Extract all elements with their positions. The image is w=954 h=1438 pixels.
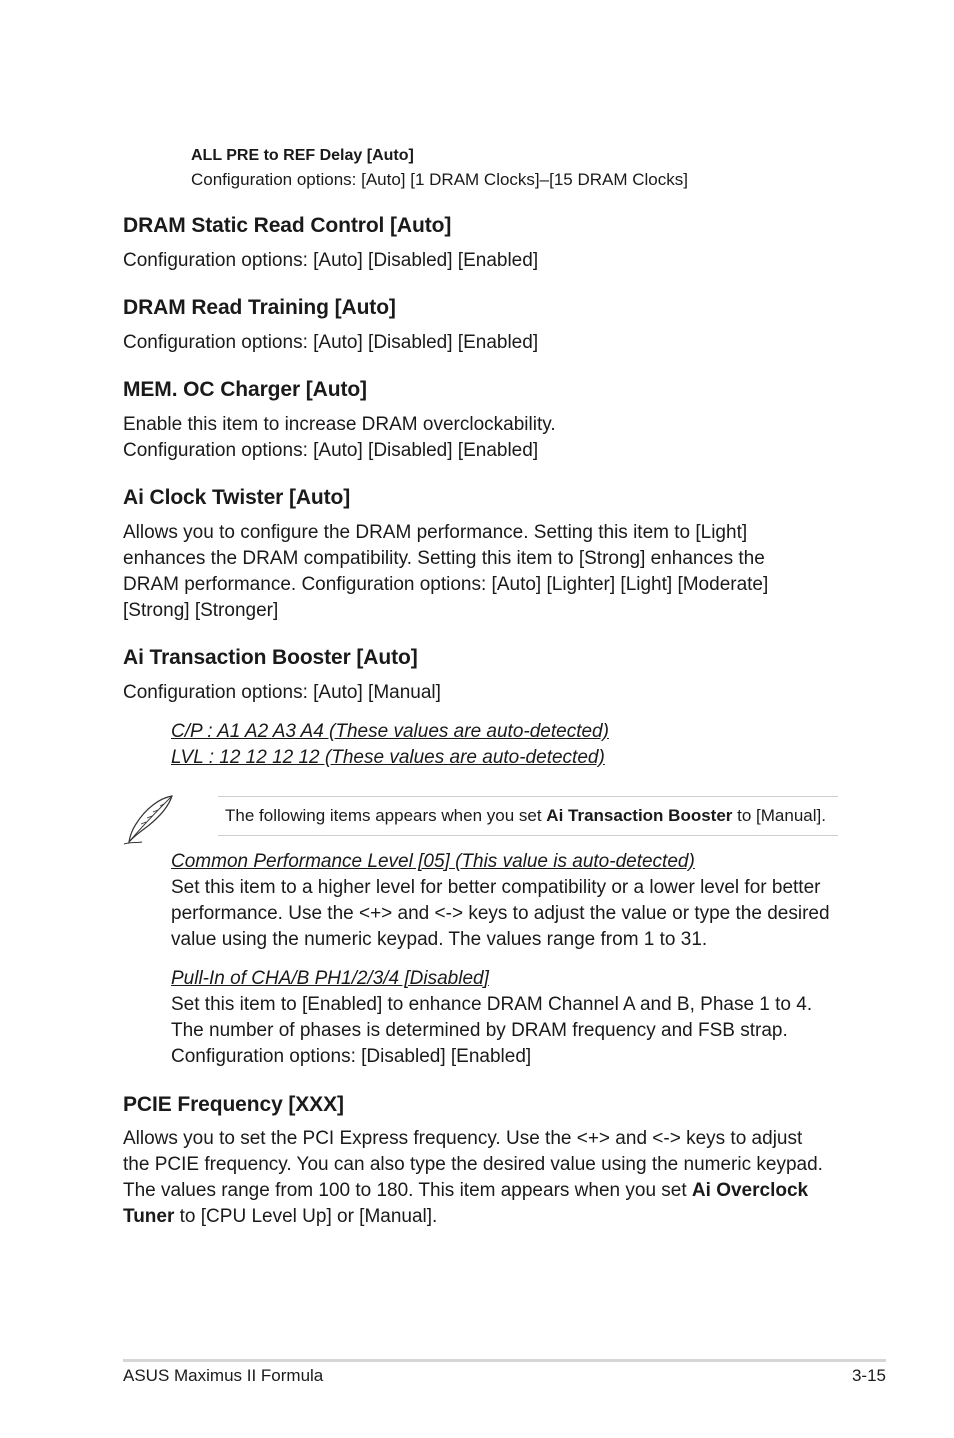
sub-item-title: ALL PRE to REF Delay [Auto] [191,147,414,164]
mem-oc-options: Configuration options: [Auto] [Disabled] [Enabled] [123,440,539,461]
heading-dram-static-read-control: DRAM Static Read Control [Auto] [123,214,452,237]
heading-ai-clock-twister: Ai Clock Twister [Auto] [123,486,351,509]
cp-values: C/P : A1 A2 A3 A4 (These values are auto-detected) [171,721,609,742]
ai-clock-twister-description: Allows you to configure the DRAM performance. Setting this item to [Light] enhances the DRAM compatibility. Setting this item to [Strong] enhances the DRAM performance. Configuration options: [Auto] [Lighter] [Light] [Moderate] [Strong] [Stronger] [123,522,769,621]
footer-rule [123,1359,886,1362]
pull-in-description: Set this item to [Enabled] to enhance DRAM Channel A and B, Phase 1 to 4. The number of phases is determined by DRAM frequency and FSB strap. Configuration options: [Disabled] [Enabled] [171,994,813,1067]
pull-in-title: Pull-In of CHA/B PH1/2/3/4 [Disabled] [171,968,489,989]
lvl-values: LVL : 12 12 12 12 (These values are auto-detected) [171,747,605,768]
heading-ai-transaction-booster: Ai Transaction Booster [Auto] [123,646,418,669]
common-performance-level-title: Common Performance Level [05] (This value is auto-detected) [171,851,695,872]
dram-read-training-options: Configuration options: [Auto] [Disabled] [Enabled] [123,332,539,353]
common-performance-level-description: Set this item to a higher level for better compatibility or a lower level for better performance. Use the <+> and <-> keys to adjust the value or type the desired value using the numeric keypad. The values range from 1 to 31. [171,877,830,950]
dram-static-read-options: Configuration options: [Auto] [Disabled] [Enabled] [123,250,539,271]
heading-pcie-frequency: PCIE Frequency [XXX] [123,1093,344,1116]
note-bottom-rule [218,835,838,836]
footer-page-number: 3-15 [851,1366,886,1385]
heading-mem-oc-charger: MEM. OC Charger [Auto] [123,378,367,401]
note-top-rule [218,796,838,797]
note-pen-icon [120,792,180,848]
heading-dram-read-training: DRAM Read Training [Auto] [123,296,396,319]
pcie-frequency-description: Allows you to set the PCI Express frequency. Use the <+> and <-> keys to adjust the PCIE frequency. You can also type the desired value using the numeric keypad. The values range from 100 to 180. This item appears when you set Ai Overclock Tuner to [CPU Level Up] or [Manual]. [123,1128,823,1227]
ai-transaction-options: Configuration options: [Auto] [Manual] [123,682,441,703]
mem-oc-description: Enable this item to increase DRAM overclockability. [123,414,556,435]
sub-item-options: Configuration options: [Auto] [1 DRAM Clocks]–[15 DRAM Clocks] [191,170,688,189]
note-text: The following items appears when you set Ai Transaction Booster to [Manual]. [225,806,826,825]
footer-product-name: ASUS Maximus II Formula [123,1366,324,1385]
